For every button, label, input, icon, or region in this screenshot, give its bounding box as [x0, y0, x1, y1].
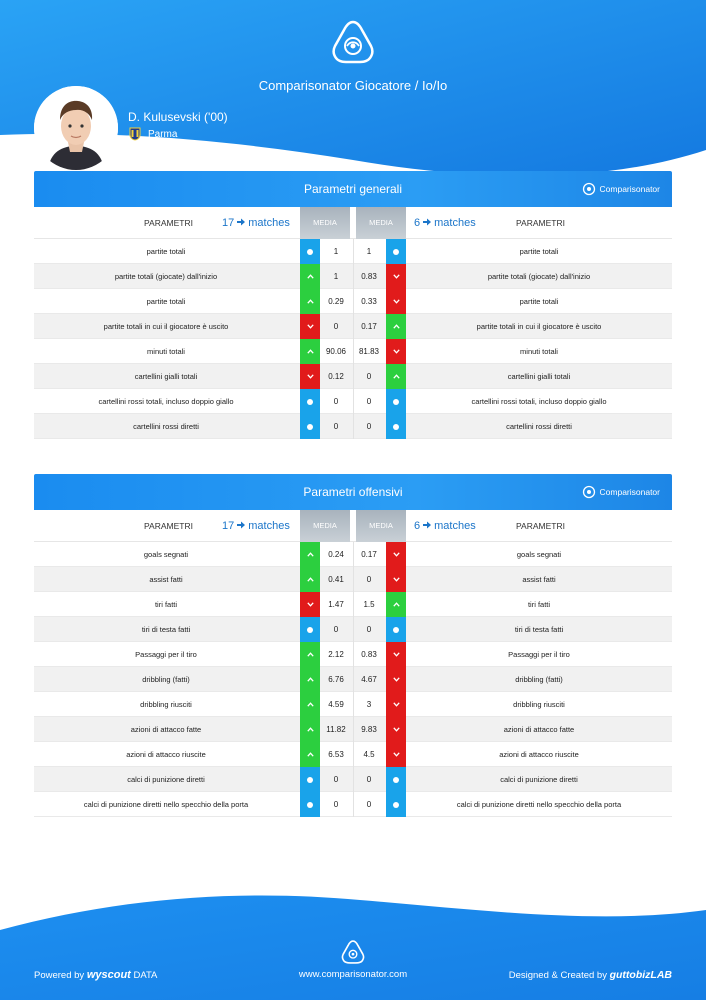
- media-header-left: MEDIA: [300, 207, 350, 239]
- stat-label-right: tiri di testa fatti: [514, 625, 564, 634]
- stat-label-right: cartellini gialli totali: [507, 372, 571, 381]
- stat-value-left: 0.41: [328, 575, 344, 584]
- stat-value-right: 0: [366, 625, 372, 634]
- stat-value-left: 1: [333, 272, 339, 281]
- stat-row: [34, 717, 672, 742]
- chevron-down-icon: [386, 567, 406, 592]
- stat-value-left: 0: [333, 322, 339, 331]
- chevron-up-icon: [300, 567, 320, 592]
- stat-value-left: 11.82: [326, 725, 346, 734]
- stat-label-right: partite totali: [519, 247, 559, 256]
- stat-row: [34, 542, 672, 567]
- stat-value-left: 6.53: [328, 750, 344, 759]
- stat-value-left: 0.12: [328, 372, 344, 381]
- section-header: [34, 171, 672, 207]
- equal-dot-icon: [300, 414, 320, 439]
- matches-left-count: 17: [222, 520, 235, 532]
- stat-row: [34, 742, 672, 767]
- param-header-right: PARAMETRI: [516, 521, 565, 531]
- matches-right-word: matches: [434, 217, 476, 229]
- stat-value-right: 81.83: [358, 347, 380, 356]
- stat-value-left: 0: [333, 800, 339, 809]
- stat-label-right: calci di punizione diretti nello specchio della porta: [456, 800, 622, 809]
- matches-left: [222, 510, 290, 542]
- param-header-left: PARAMETRI: [144, 218, 193, 228]
- chevron-down-icon: [386, 264, 406, 289]
- matches-right-count: 6: [414, 217, 421, 229]
- equal-dot-icon: [300, 617, 320, 642]
- matches-right: [414, 207, 476, 239]
- stat-row: [34, 314, 672, 339]
- stat-row: [34, 414, 672, 439]
- stat-row: [34, 567, 672, 592]
- section-header: [34, 474, 672, 510]
- stat-row: [34, 642, 672, 667]
- player-name: D. Kulusevski ('00): [128, 110, 228, 124]
- team-crest-icon: [128, 127, 142, 141]
- stat-label-right: cartellini rossi diretti: [506, 422, 572, 431]
- stat-label-right: partite totali in cui il giocatore è uscito: [476, 322, 602, 331]
- stat-value-right: 3: [366, 700, 372, 709]
- chevron-up-icon: [386, 314, 406, 339]
- stat-label-left: tiri fatti: [154, 600, 178, 609]
- stat-row: [34, 792, 672, 817]
- chevron-up-icon: [300, 667, 320, 692]
- equal-dot-icon: [386, 767, 406, 792]
- stat-row: [34, 339, 672, 364]
- equal-dot-icon: [386, 414, 406, 439]
- stat-value-right: 0: [366, 372, 372, 381]
- param-header-left: PARAMETRI: [144, 521, 193, 531]
- media-header-right: MEDIA: [356, 510, 406, 542]
- page-title: Comparisonator Giocatore / Io/Io: [258, 78, 448, 93]
- stat-label-right: cartellini rossi totali, incluso doppio giallo: [471, 397, 607, 406]
- section-title: Parametri generali: [303, 182, 403, 196]
- chevron-down-icon: [386, 742, 406, 767]
- stat-label-left: partite totali in cui il giocatore è uscito: [103, 322, 229, 331]
- stat-value-left: 0: [333, 625, 339, 634]
- param-header-right: PARAMETRI: [516, 218, 565, 228]
- stat-label-right: dribbling (fatti): [515, 675, 563, 684]
- arrow-right-icon: [236, 217, 246, 227]
- stat-value-right: 0: [366, 775, 372, 784]
- stat-value-right: 0: [366, 575, 372, 584]
- stat-label-left: assist fatti: [149, 575, 183, 584]
- arrow-right-icon: [236, 520, 246, 530]
- chevron-down-icon: [386, 667, 406, 692]
- comparisonator-logo-icon: [331, 20, 375, 64]
- stat-row: [34, 667, 672, 692]
- stat-value-right: 0: [366, 422, 372, 431]
- stat-label-right: tiri fatti: [527, 600, 551, 609]
- media-header-right: MEDIA: [356, 207, 406, 239]
- matches-left-word: matches: [248, 520, 290, 532]
- stat-label-right: assist fatti: [522, 575, 556, 584]
- team-info: [128, 127, 177, 141]
- stat-label-left: partite totali (giocate) dall'inizio: [114, 272, 218, 281]
- chevron-up-icon: [300, 542, 320, 567]
- stat-label-right: partite totali: [519, 297, 559, 306]
- stat-value-right: 0.17: [361, 322, 377, 331]
- stat-label-left: partite totali: [146, 297, 186, 306]
- designed-brand: guttobizLAB: [609, 969, 672, 981]
- stat-row: [34, 692, 672, 717]
- comparisonator-footer-logo-icon: [341, 940, 365, 964]
- stat-label-left: calci di punizione diretti nello specchio della porta: [83, 800, 249, 809]
- powered-suffix: DATA: [133, 970, 158, 981]
- stat-value-right: 0.17: [361, 550, 377, 559]
- stat-value-right: 9.83: [361, 725, 377, 734]
- stat-label-right: minuti totali: [520, 347, 558, 356]
- matches-right-word: matches: [434, 520, 476, 532]
- chevron-down-icon: [300, 592, 320, 617]
- chevron-up-icon: [300, 642, 320, 667]
- designed-prefix: Designed & Created by: [508, 970, 607, 981]
- powered-brand: wyscout: [86, 969, 131, 981]
- stat-label-left: minuti totali: [147, 347, 185, 356]
- section-parametri-offensivi: [34, 474, 672, 817]
- chevron-up-icon: [300, 289, 320, 314]
- stat-value-right: 0.83: [361, 650, 377, 659]
- stat-label-left: tiri di testa fatti: [141, 625, 191, 634]
- chevron-up-icon: [300, 717, 320, 742]
- column-headers: [34, 207, 672, 239]
- stat-label-right: partite totali (giocate) dall'inizio: [487, 272, 591, 281]
- matches-right-count: 6: [414, 520, 421, 532]
- chevron-up-icon: [300, 742, 320, 767]
- stat-label-right: calci di punizione diretti: [500, 775, 578, 784]
- stat-label-left: cartellini gialli totali: [134, 372, 198, 381]
- player-avatar: [34, 86, 118, 170]
- stat-value-right: 0.33: [361, 297, 377, 306]
- stat-value-left: 90.06: [325, 347, 347, 356]
- equal-dot-icon: [300, 389, 320, 414]
- stat-rows: [34, 239, 672, 439]
- stat-value-left: 6.76: [328, 675, 344, 684]
- stat-label-right: dribbling riusciti: [513, 700, 565, 709]
- comparisonator-small-icon: [582, 182, 596, 196]
- chevron-up-icon: [300, 339, 320, 364]
- column-headers: [34, 510, 672, 542]
- stat-value-left: 0: [333, 422, 339, 431]
- stat-label-left: azioni di attacco fatte: [130, 725, 202, 734]
- stat-value-left: 1: [333, 247, 339, 256]
- comparisonator-small-icon: [582, 485, 596, 499]
- stat-value-left: 0: [333, 775, 339, 784]
- chevron-up-icon: [300, 264, 320, 289]
- team-name: Parma: [148, 128, 178, 140]
- stat-label-right: azioni di attacco fatte: [503, 725, 575, 734]
- powered-prefix: Powered by: [34, 970, 85, 981]
- chevron-up-icon: [386, 592, 406, 617]
- stat-label-left: calci di punizione diretti: [127, 775, 205, 784]
- stat-row: [34, 239, 672, 264]
- stat-row: [34, 364, 672, 389]
- stat-row: [34, 289, 672, 314]
- brand-text: Comparisonator: [599, 487, 660, 497]
- stat-label-left: Passaggi per il tiro: [135, 650, 197, 659]
- stat-label-left: dribbling riusciti: [140, 700, 192, 709]
- stat-value-left: 4.59: [328, 700, 344, 709]
- stat-value-left: 0.29: [328, 297, 344, 306]
- chevron-down-icon: [300, 364, 320, 389]
- brand-text: Comparisonator: [599, 184, 660, 194]
- stat-row: [34, 592, 672, 617]
- stat-value-right: 0.83: [361, 272, 377, 281]
- stat-label-left: cartellini rossi totali, incluso doppio giallo: [98, 397, 234, 406]
- equal-dot-icon: [300, 239, 320, 264]
- stat-row: [34, 389, 672, 414]
- chevron-down-icon: [386, 339, 406, 364]
- matches-left: [222, 207, 290, 239]
- stat-value-right: 4.67: [361, 675, 377, 684]
- stat-value-right: 4.5: [363, 750, 375, 759]
- equal-dot-icon: [300, 792, 320, 817]
- stat-value-left: 0: [333, 397, 339, 406]
- matches-left-count: 17: [222, 217, 235, 229]
- stat-label-right: azioni di attacco riuscite: [499, 750, 579, 759]
- chevron-up-icon: [300, 692, 320, 717]
- section-title: Parametri offensivi: [303, 485, 403, 499]
- footer-website-link[interactable]: www.comparisonator.com: [298, 969, 408, 980]
- equal-dot-icon: [300, 767, 320, 792]
- stat-label-right: Passaggi per il tiro: [508, 650, 570, 659]
- equal-dot-icon: [386, 239, 406, 264]
- stat-label-left: azioni di attacco riuscite: [126, 750, 206, 759]
- stat-value-right: 1.5: [363, 600, 375, 609]
- stat-row: [34, 617, 672, 642]
- stat-row: [34, 767, 672, 792]
- stat-row: [34, 264, 672, 289]
- stat-value-left: 2.12: [328, 650, 344, 659]
- stat-value-left: 0.24: [328, 550, 344, 559]
- stat-rows: [34, 542, 672, 817]
- arrow-right-icon: [422, 217, 432, 227]
- chevron-down-icon: [386, 692, 406, 717]
- matches-right: [414, 510, 476, 542]
- stat-value-left: 1.47: [328, 600, 344, 609]
- footer-designed-by: [509, 969, 672, 981]
- stat-label-left: partite totali: [146, 247, 186, 256]
- chevron-down-icon: [300, 314, 320, 339]
- equal-dot-icon: [386, 792, 406, 817]
- stat-label-left: dribbling (fatti): [142, 675, 190, 684]
- stat-label-left: cartellini rossi diretti: [133, 422, 199, 431]
- brand-label: [582, 485, 660, 499]
- chevron-down-icon: [386, 542, 406, 567]
- media-header-left: MEDIA: [300, 510, 350, 542]
- brand-label: [582, 182, 660, 196]
- stat-value-right: 0: [366, 800, 372, 809]
- equal-dot-icon: [386, 617, 406, 642]
- chevron-up-icon: [386, 364, 406, 389]
- stat-value-right: 0: [366, 397, 372, 406]
- stat-label-right: goals segnati: [516, 550, 562, 559]
- section-parametri-generali: [34, 171, 672, 439]
- arrow-right-icon: [422, 520, 432, 530]
- equal-dot-icon: [386, 389, 406, 414]
- chevron-down-icon: [386, 717, 406, 742]
- matches-left-word: matches: [248, 217, 290, 229]
- chevron-down-icon: [386, 642, 406, 667]
- stat-value-right: 1: [366, 247, 372, 256]
- stat-label-left: goals segnati: [143, 550, 189, 559]
- chevron-down-icon: [386, 289, 406, 314]
